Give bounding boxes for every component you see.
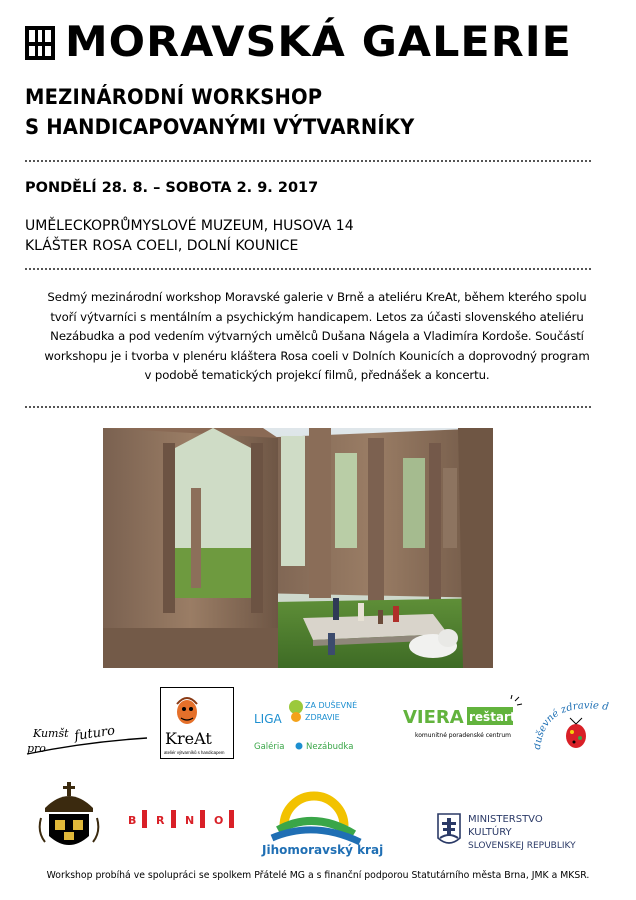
mksr-logo-icon (436, 810, 596, 856)
title-line-2: S HANDICAPOVANÝMI VÝTVARNÍKY (25, 115, 415, 139)
liga-za: ZA DUŠEVNÉ (305, 701, 358, 710)
nezabudka-word: Nezábudka (306, 742, 354, 752)
viera-logo-icon (403, 695, 523, 743)
galeria-word: Galéria (254, 742, 285, 752)
kreat-name: KreAt (165, 729, 212, 748)
brno-logo-icon (120, 806, 235, 832)
liga-logo-icon (250, 695, 385, 757)
brand-name: MORAVSKÁ GALERIE (65, 17, 572, 66)
brno-letter: R (156, 814, 165, 827)
futuro-word: futuro (73, 723, 116, 744)
page-title (25, 82, 414, 142)
header (25, 17, 615, 66)
liga-zdravie: ZDRAVIE (305, 713, 340, 722)
photo-rosa-coeli-ruins (103, 428, 493, 668)
description-line: workshopu je i tvorba v plenéru kláštera Rosa coeli v Dolních Kounicích a doprovodný program (44, 348, 590, 363)
dusevne-text: uševné zdravie d (534, 700, 610, 745)
divider (25, 160, 591, 162)
description-line: Sedmý mezinárodní workshop Moravské galerie v Brně a ateliéru KreAt, během kterého spolu (47, 290, 587, 304)
title-line-1: MEZINÁRODNÍ WORKSHOP (25, 85, 323, 109)
divider (25, 268, 591, 270)
dusevne-logo-icon (534, 690, 614, 758)
venue-item: UMĚLECKOPRŮMYSLOVÉ MUZEUM, HUSOVA 14 (25, 218, 354, 234)
footer-note: Workshop probíhá ve spolupráci se spolkem Přátelé MG a s finanční podporou Statutárního města Brna, JMK a MKSR. (46, 870, 590, 881)
viera-caption: komunitné poradenské centrum (415, 732, 511, 739)
logo-jihomoravsky-kraj (258, 790, 388, 858)
jmk-name: Jihomoravský kraj (262, 843, 384, 857)
venue-item: KLÁŠTER ROSA COELI, DOLNÍ KOUNICE (25, 238, 299, 254)
kumst-logo-icon (25, 712, 150, 762)
pro-word: pro (27, 742, 46, 755)
description-line: Nezábudka a pod vedením výtvarných umělců Dušana Nágela a Vladimíra Kordoše. Součástí (50, 329, 584, 344)
logo-diocese-crest (37, 782, 101, 854)
description-line: v podobě tematických projekcí filmů, přednášek a koncertu. (144, 368, 490, 383)
logo-dusevne-zdravie-deti (534, 690, 614, 758)
brno-letter: N (185, 814, 195, 827)
mksr-line2: KULTÚRY (468, 827, 512, 838)
event-date: PONDĚLÍ 28. 8. – SOBOTA 2. 9. 2017 (25, 180, 319, 196)
restart-word: reštart (469, 710, 516, 724)
liga-word: LIGA (254, 712, 282, 726)
logo-ministerstvo-kultury (436, 810, 596, 856)
crest-icon (37, 782, 101, 854)
mksr-line1: MINISTERSTVO (468, 814, 543, 825)
moravska-galerie-logo-icon (25, 22, 55, 62)
description-line: tvoří výtvarníci s mentálním a psychickým handicapem. Letos za účasti slovenského ateliéru (50, 309, 584, 324)
kumst-word: Kumšt (33, 727, 69, 740)
description (22, 288, 612, 386)
mksr-line3: SLOVENSKEJ REPUBLIKY (468, 841, 576, 851)
logo-kreat (160, 687, 234, 759)
logo-viera-restart (403, 695, 523, 743)
venue-list (25, 216, 354, 256)
viera-word: VIERA (403, 707, 464, 728)
logo-kumst-pro-futuro (25, 712, 150, 762)
jmk-logo-icon (258, 790, 388, 858)
divider (25, 406, 591, 408)
logo-liga-nezabudka (250, 695, 385, 757)
kreat-logo-icon (161, 688, 233, 758)
logo-brno (120, 806, 235, 832)
brno-letter: O (214, 814, 224, 827)
brno-letter: B (128, 814, 137, 827)
kreat-caption: ateliér výtvarníků s handicapem (164, 750, 225, 755)
